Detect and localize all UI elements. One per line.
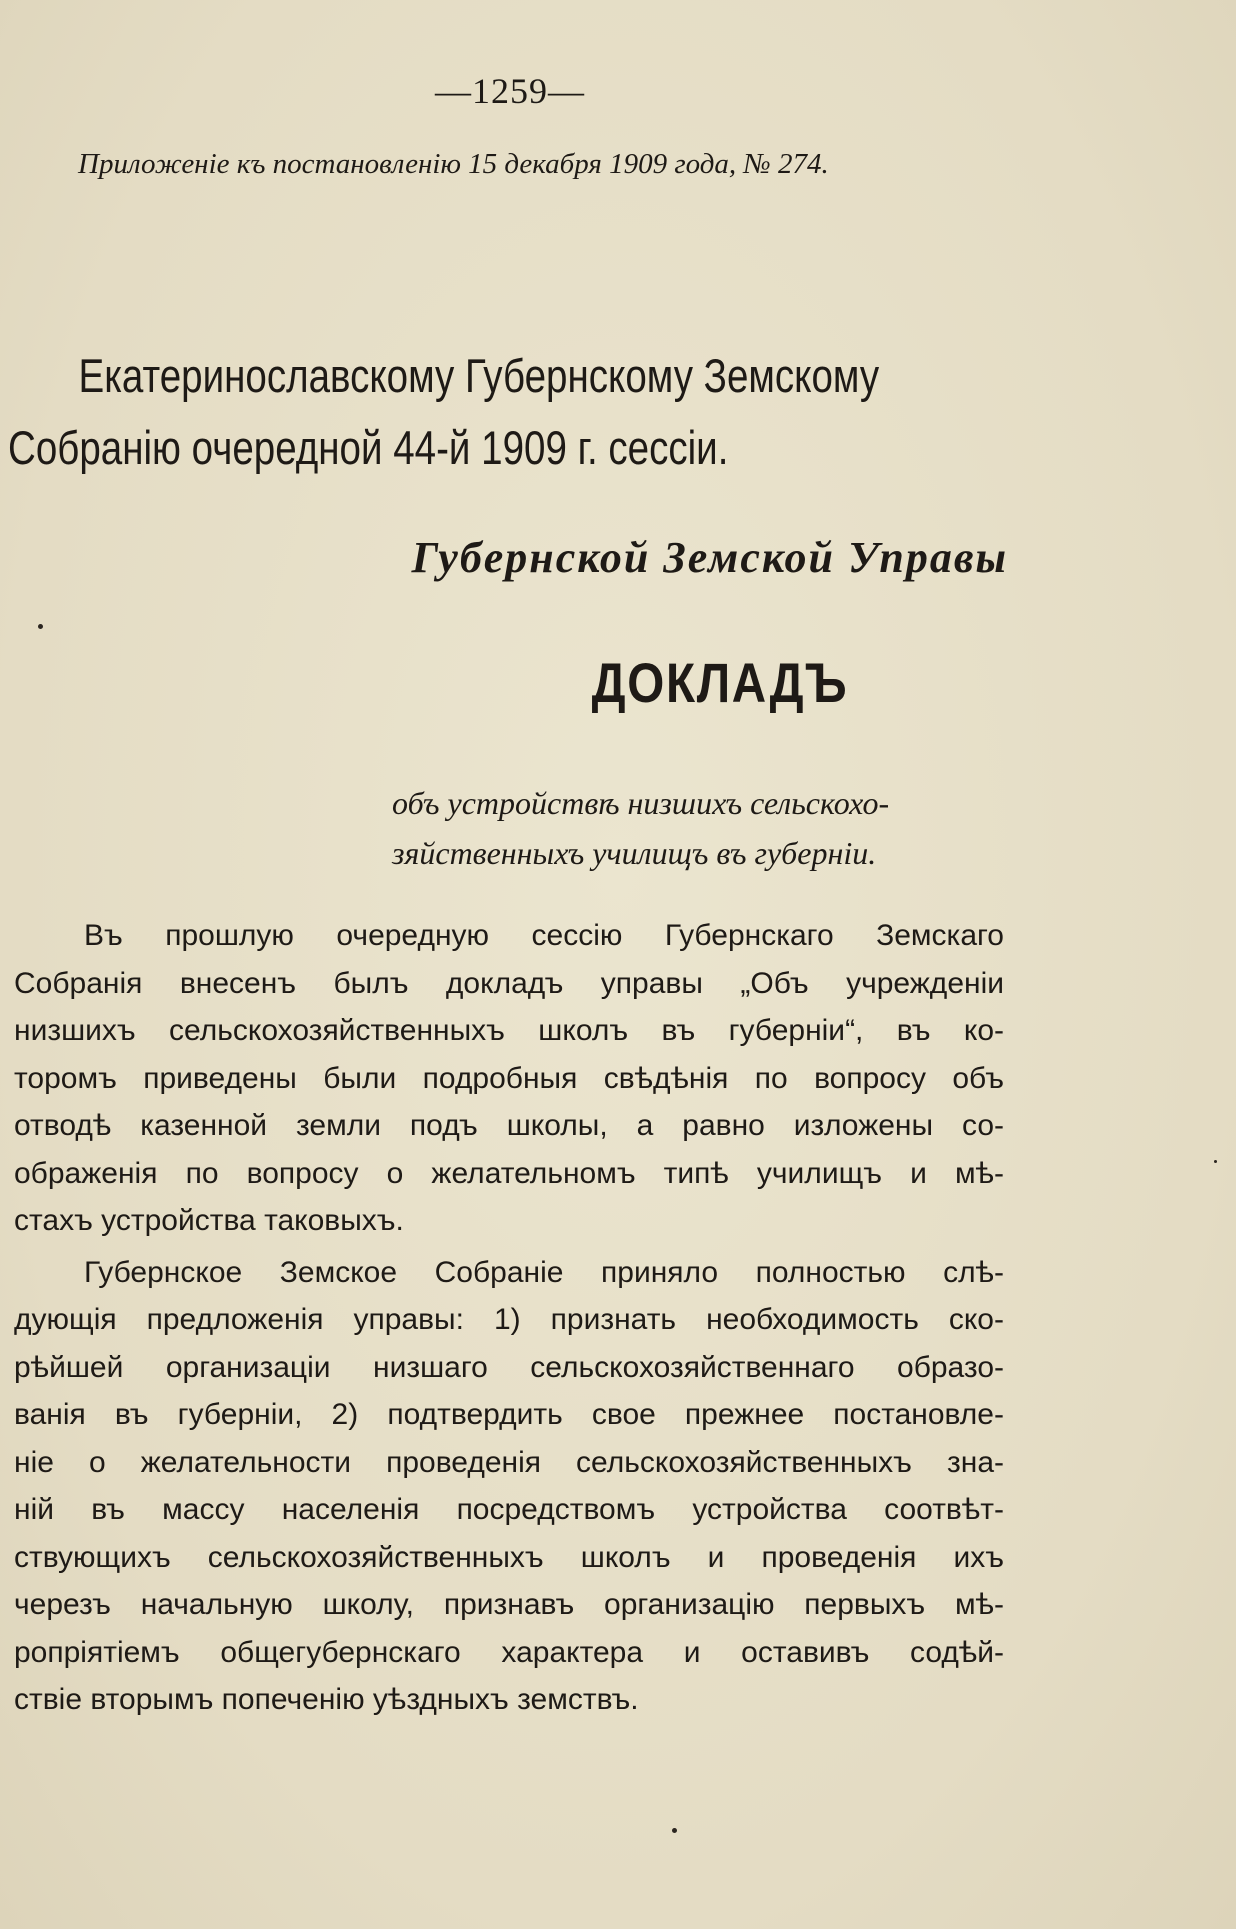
- text-line: Губернское Земское Собраніе приняло полностью слѣ-: [84, 1255, 1004, 1289]
- print-speck: [672, 1828, 677, 1833]
- text-line: ній въ массу населенія посредствомъ устройства соотвѣт-: [14, 1493, 1004, 1526]
- text-line: Въ прошлую очередную сессію Губернскаго Земскаго: [84, 919, 1004, 952]
- document-title: ДОКЛАДЪ: [591, 651, 849, 714]
- document-subject: [392, 778, 1012, 878]
- text-line: отводѣ казенной земли подъ школы, а равно изложены со-: [14, 1109, 1004, 1142]
- text-line: ванія въ губерніи, 2) подтвердить свое прежнее постановле-: [14, 1398, 1004, 1431]
- address-line-1: Екатеринославскому Губернскому Земскому: [78, 349, 880, 402]
- print-speck: [38, 624, 43, 629]
- text-line: ропріятіемъ общегубернскаго характера и оставивъ содѣй-: [14, 1635, 1004, 1669]
- text-line: ствіе вторымъ попеченію уѣздныхъ земствъ.: [14, 1683, 639, 1716]
- subject-line-2: зяйственныхъ училищъ въ губерніи.: [392, 835, 877, 871]
- subject-line-1: объ устройствѣ низшихъ сельскохо-: [392, 785, 890, 821]
- text-line: рѣйшей организаціи низшаго сельскохозяйственнаго образо-: [14, 1350, 1004, 1384]
- text-line: черезъ начальную школу, признавъ организацію первыхъ мѣ-: [14, 1588, 1004, 1621]
- text-line: Собранія внесенъ былъ докладъ управы „Объ учрежденіи: [14, 966, 1004, 1000]
- paragraph-1: [14, 912, 1004, 1245]
- sender-line: Губернской Земской Управы: [411, 533, 1008, 582]
- text-line: ніе о желательности проведенія сельскохозяйственныхъ зна-: [14, 1445, 1004, 1479]
- body-text: [14, 912, 1004, 1728]
- paragraph-2: [14, 1249, 1004, 1724]
- address-line-2: Собранію очередной 44-й 1909 г. сессіи.: [8, 421, 729, 474]
- text-line: ображенія по вопросу о желательномъ типѣ училищъ и мѣ-: [14, 1156, 1004, 1190]
- print-speck: [1214, 1160, 1217, 1163]
- text-line: торомъ приведены были подробныя свѣдѣнія по вопросу объ: [14, 1061, 1004, 1095]
- address-heading: [8, 340, 880, 484]
- page-number: —1259—: [435, 71, 585, 111]
- text-line: ствующихъ сельскохозяйственныхъ школъ и проведенія ихъ: [14, 1540, 1004, 1574]
- text-line: низшихъ сельскохозяйственныхъ школъ въ губерніи“, въ ко-: [14, 1014, 1004, 1047]
- text-line: дующія предложенія управы: 1) признать необходимость ско-: [14, 1303, 1004, 1336]
- appendix-note: Приложеніе къ постановленію 15 декабря 1909 года, № 274.: [78, 148, 829, 180]
- text-line: стахъ устройства таковыхъ.: [14, 1204, 404, 1237]
